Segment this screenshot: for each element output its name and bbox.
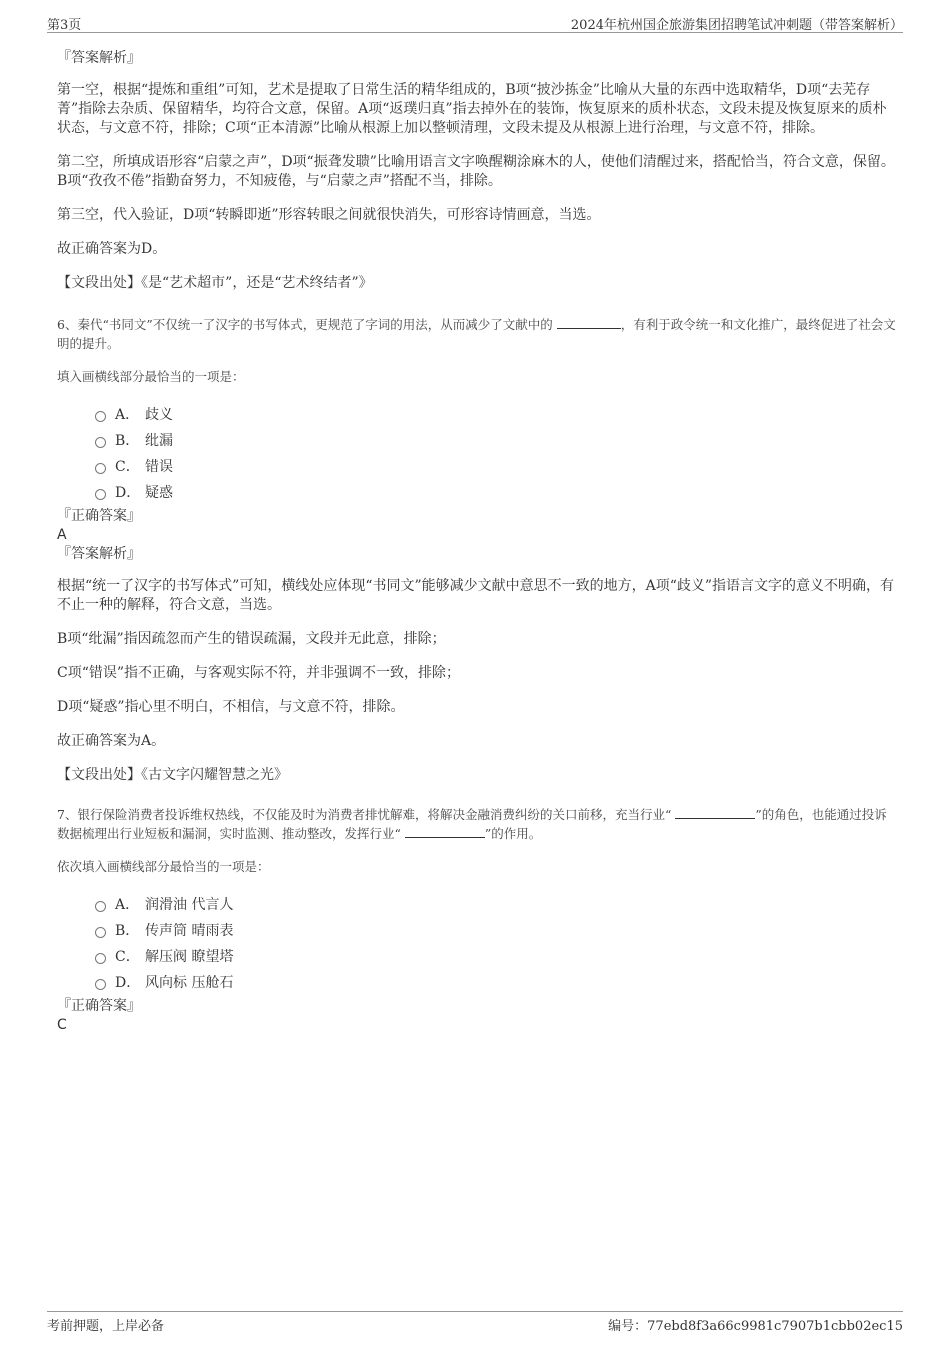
q5-analysis-label: 『答案解析』 <box>57 50 141 66</box>
q6-source: 【文段出处】《古文字闪耀智慧之光》 <box>57 767 288 783</box>
radio-icon[interactable] <box>95 463 106 474</box>
q6-analysis-p1: 根据“统一了汉字的书写体式”可知，横线处应体现“书同文”能够减少文献中意思不一致的地方，A项“歧义”指语言文字的意义不明确，有不止一种的解释，符合文意，当选。 <box>57 578 895 613</box>
radio-icon[interactable] <box>95 489 106 500</box>
q6-analysis-label: 『答案解析』 <box>57 546 141 562</box>
q6-stem: 6、秦代“书同文”不仅统一了汉字的书写体式，更规范了字词的用法，从而减少了文献中的 ，有利于政令统一和文化推广，最终促进了社会文明的提升。 <box>57 317 896 351</box>
radio-icon[interactable] <box>95 411 106 422</box>
q7-blank-1 <box>675 806 755 819</box>
radio-icon[interactable] <box>95 927 106 938</box>
document-code: 编号：77ebd8f3a66c9981c7907b1cbb02ec15 <box>608 1319 903 1334</box>
document-title: 2024年杭州国企旅游集团招聘笔试冲刺题（带答案解析） <box>570 18 903 33</box>
q6-analysis-p3: C项“错误”指不正确，与客观实际不符，并非强调不一致，排除； <box>57 665 461 681</box>
q7-answer-label: 『正确答案』 <box>57 998 141 1014</box>
q6-option-b[interactable]: B． 纰漏 <box>95 428 897 454</box>
q6-option-d[interactable]: D． 疑惑 <box>95 480 897 506</box>
q5-analysis-p2: 第二空，所填成语形容“启蒙之声”，D项“振聋发聩”比喻用语言文字唤醒糊涂麻木的人，使他们清醒过来，搭配恰当，符合文意，保留。B项“孜孜不倦”指勤奋努力，不知疲倦，与“启蒙之声”搭配不当，排除。 <box>57 154 895 189</box>
q7-option-b[interactable]: B． 传声筒 晴雨表 <box>95 918 897 944</box>
q7-answer: C <box>57 1017 67 1033</box>
q7-option-c[interactable]: C． 解压阀 瞭望塔 <box>95 944 897 970</box>
q6-blank <box>557 316 621 329</box>
q7-blank-2 <box>405 825 485 838</box>
q6-prompt: 填入画横线部分最恰当的一项是： <box>57 369 245 384</box>
page-footer <box>47 1311 903 1336</box>
q7-stem: 7、银行保险消费者投诉维权热线，不仅能及时为消费者排忧解难，将解决金融消费纠纷的关口前移，充当行业“ ”的角色，也能通过投诉数据梳理出行业短板和漏洞，实时监测、推动整改，发挥行业“ ”的作用。 <box>57 807 887 841</box>
q7-prompt: 依次填入画横线部分最恰当的一项是： <box>57 859 270 874</box>
q6-option-a[interactable]: A． 歧义 <box>95 402 897 428</box>
q7-option-a[interactable]: A． 润滑油 代言人 <box>95 892 897 918</box>
q6-option-c[interactable]: C． 错误 <box>95 454 897 480</box>
q7-option-d[interactable]: D． 风向标 压舱石 <box>95 970 897 996</box>
q5-analysis-p1: 第一空，根据“提炼和重组”可知，艺术是提取了日常生活的精华组成的，B项“披沙拣金”比喻从大量的东西中选取精华，D项“去芜存菁”指除去杂质、保留精华，均符合文意，保留。A项“返璞归真”指去掉外在的装饰，恢复原来的质朴状态，文段未提及恢复原来的质朴状态，与文意不符，排除；C项“正本清源”比喻从根源上加以整顿清理，文段未提及从根源上进行治理，与文意不符，排除。 <box>57 82 887 136</box>
page-content <box>57 48 897 1034</box>
q6-answer-label: 『正确答案』 <box>57 508 141 524</box>
footer-slogan: 考前押题，上岸必备 <box>47 1319 165 1334</box>
q5-analysis-p3: 第三空，代入验证，D项“转瞬即逝”形容转眼之间就很快消失，可形容诗情画意，当选。 <box>57 207 601 223</box>
q6-analysis-p5: 故正确答案为A。 <box>57 733 166 749</box>
q6-answer: A <box>57 527 67 543</box>
radio-icon[interactable] <box>95 901 106 912</box>
q5-analysis-p4: 故正确答案为D。 <box>57 241 167 257</box>
page-header <box>47 12 903 33</box>
q6-analysis-p4: D项“疑惑”指心里不明白，不相信，与文意不符，排除。 <box>57 699 405 715</box>
q6-analysis-p2: B项“纰漏”指因疏忽而产生的错误疏漏，文段并无此意，排除； <box>57 631 446 647</box>
q7-options <box>57 892 897 996</box>
page-number: 第3页 <box>47 18 82 33</box>
q5-source: 【文段出处】《是“艺术超市”，还是“艺术终结者”》 <box>57 275 373 291</box>
radio-icon[interactable] <box>95 953 106 964</box>
radio-icon[interactable] <box>95 979 106 990</box>
radio-icon[interactable] <box>95 437 106 448</box>
q6-options <box>57 402 897 506</box>
